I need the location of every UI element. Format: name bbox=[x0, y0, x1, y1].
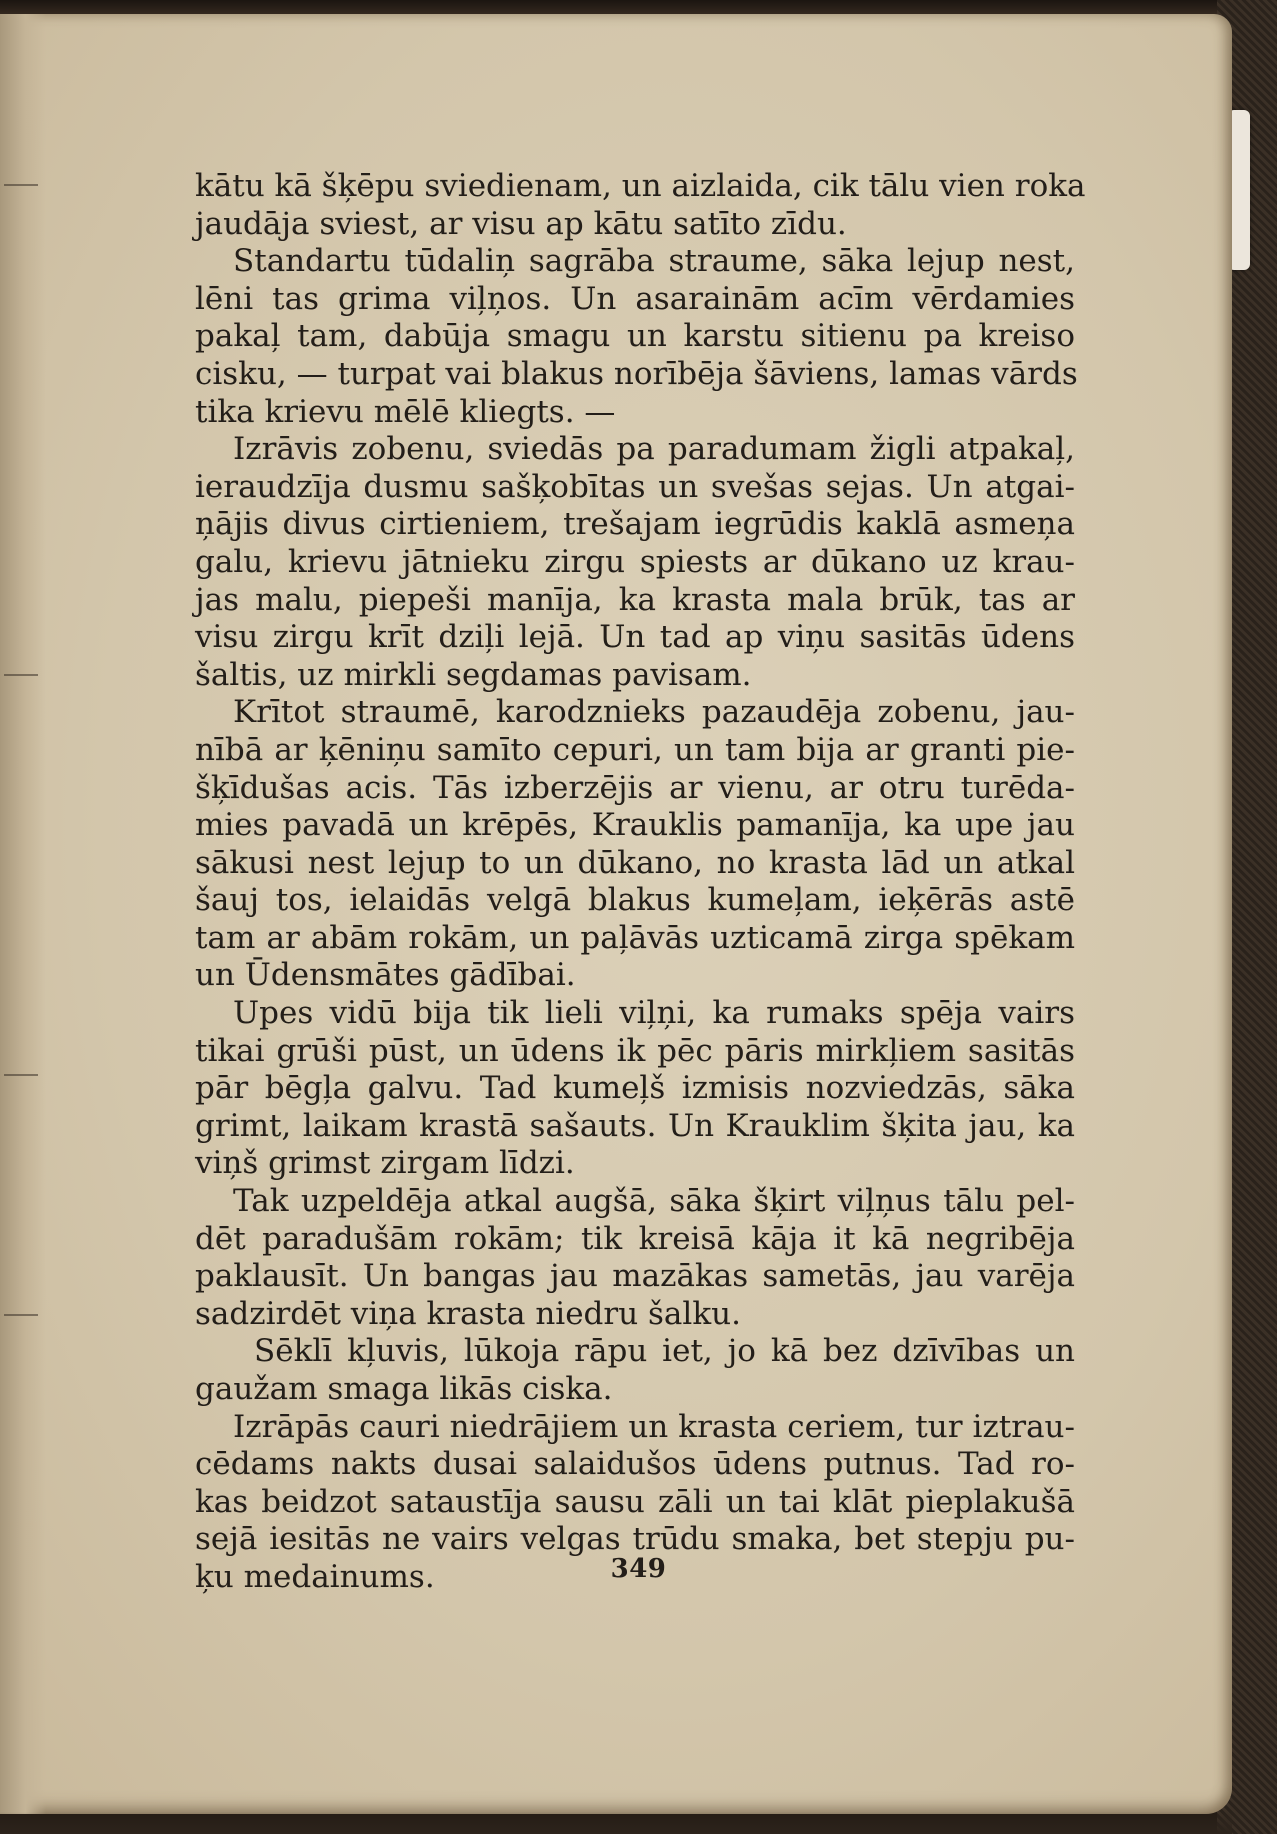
text-line: cisku, — turpat vai blakus norībēja šāviens, lamas vārds bbox=[195, 355, 1078, 392]
text-line: tika krievu mēlē kliegts. — bbox=[195, 393, 616, 430]
text-line: sadzirdēt viņa krasta niedru šalku. bbox=[195, 1295, 741, 1332]
text-line: galu, krievu jātnieku zirgu spiests ar dūkano uz krau- bbox=[195, 543, 1075, 580]
text-line: ņājis divus cirtieniem, trešajam iegrūdis kaklā asmeņa bbox=[195, 506, 1075, 543]
text-line: jas malu, piepeši manīja, ka krasta mala brūk, tas ar bbox=[195, 581, 1075, 618]
text-line: viņš grimst zirgam līdzi. bbox=[195, 1145, 575, 1182]
text-line: tam ar abām rokām, un paļāvās uzticamā zirga spēkam bbox=[195, 919, 1075, 956]
text-line: mies pavadā un krēpēs, Krauklis pamanīja, ka upe jau bbox=[195, 807, 1075, 844]
text-line: Sēklī kļuvis, lūkoja rāpu iet, jo kā bez dzīvības un bbox=[254, 1333, 1075, 1370]
gutter-mark bbox=[4, 1314, 38, 1316]
text-line: paklausīt. Un bangas jau mazākas sametās, jau varēja bbox=[195, 1258, 1075, 1295]
page-number: 349 bbox=[610, 1554, 667, 1584]
text-line: šķīdušas acis. Tās izberzējis ar vienu, ar otru turēda- bbox=[195, 769, 1075, 806]
text-line: visu zirgu krīt dziļi lejā. Un tad ap viņu sasitās ūdens bbox=[195, 619, 1075, 656]
page-text bbox=[195, 168, 1086, 1597]
text-line: jaudāja sviest, ar visu ap kātu satīto zīdu. bbox=[195, 205, 847, 242]
text-line: Upes vidū bija tik lieli viļņi, ka rumaks spēja vairs bbox=[233, 995, 1075, 1032]
text-line: šaltis, uz mirkli segdamas pavisam. bbox=[195, 656, 752, 693]
text-line: Tak uzpeldēja atkal augšā, sāka šķirt viļņus tālu pel- bbox=[233, 1183, 1075, 1220]
page-gutter bbox=[0, 14, 46, 1814]
gutter-mark bbox=[4, 674, 38, 676]
text-line: lēni tas grima viļņos. Un asarainām acīm vērdamies bbox=[195, 280, 1075, 317]
text-line: gaužam smaga likās ciska. bbox=[195, 1371, 613, 1407]
text-line: sākusi nest lejup to un dūkano, no krasta lād un atkal bbox=[195, 844, 1075, 881]
text-line: šauj tos, ielaidās velgā blakus kumeļam, ieķērās astē bbox=[195, 882, 1075, 919]
text-line: grimt, laikam krastā sašauts. Un Krauklim šķita jau, ka bbox=[195, 1107, 1075, 1144]
text-line: sejā iesitās ne vairs velgas trūdu smaka, bet stepju pu- bbox=[195, 1521, 1075, 1558]
text-line: cēdams nakts dusai salaidušos ūdens putnus. Tad ro- bbox=[195, 1446, 1075, 1483]
text-line: dēt paradušām rokām; tik kreisā kāja it kā negribēja bbox=[195, 1220, 1075, 1257]
gutter-mark bbox=[4, 1074, 38, 1076]
text-line: ķu medainums. bbox=[195, 1558, 435, 1595]
text-line: kas beidzot sataustīja sausu zāli un tai klāt pieplakušā bbox=[195, 1483, 1075, 1520]
text-line: nībā ar ķēniņu samīto cepuri, un tam bija ar granti pie- bbox=[195, 731, 1075, 768]
text-line: tikai grūši pūst, un ūdens ik pēc pāris mirkļiem sasitās bbox=[195, 1032, 1075, 1069]
text-line: pār bēgļa galvu. Tad kumeļš izmisis nozviedzās, sāka bbox=[195, 1070, 1075, 1107]
text-line: Izrāpās cauri niedrājiem un krasta ceriem, tur iztrau- bbox=[233, 1408, 1075, 1445]
scan-bottom-edge bbox=[0, 1812, 1232, 1834]
text-line: Standartu tūdaliņ sagrāba straume, sāka lejup nest, bbox=[233, 243, 1075, 280]
text-line: pakaļ tam, dabūja smagu un karstu sitienu pa kreiso bbox=[195, 318, 1075, 355]
text-line: Izrāvis zobenu, sviedās pa paradumam žigli atpakaļ, bbox=[233, 431, 1075, 468]
text-line: Krītot straumē, karodznieks pazaudēja zobenu, jau- bbox=[233, 694, 1075, 731]
gutter-mark bbox=[4, 184, 38, 186]
text-line: un Ūdensmātes gādībai. bbox=[195, 957, 576, 994]
text-line: kātu kā šķēpu sviedienam, un aizlaida, cik tālu vien roka bbox=[195, 168, 1086, 204]
text-line: ieraudzīja dusmu sašķobītas un svešas sejas. Un atgai- bbox=[195, 468, 1075, 505]
